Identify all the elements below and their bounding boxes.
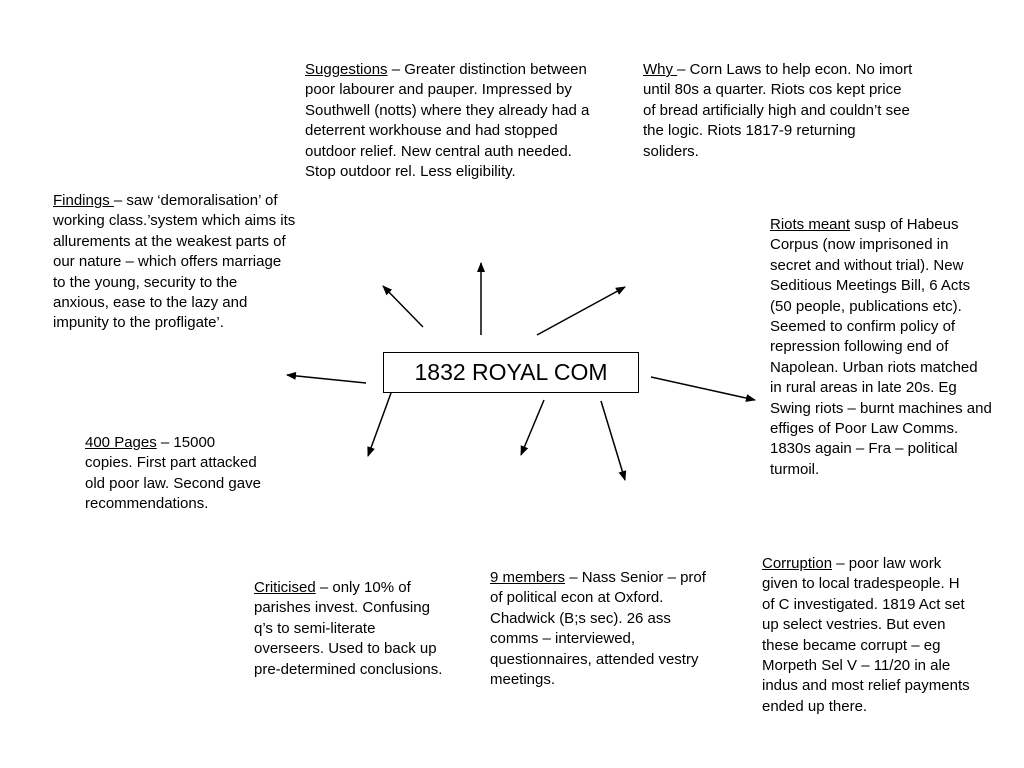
node-corruption-text: – poor law work given to local tradespeople. H of C investigated. 1819 Act set up select vestries. But even these became corrupt – eg Morpeth Sel V – 11/20 in ale indus and most relief payments ended up there. (762, 555, 970, 715)
node-corruption-term: Corruption (762, 555, 833, 572)
node-suggestions (305, 60, 597, 182)
node-riots-term: Riots meant (770, 216, 851, 233)
arrow-to-corruption (601, 401, 625, 480)
node-riots (770, 215, 992, 480)
node-pages-text: – 15000 copies. First part attacked old poor law. Second gave recommendations. (85, 434, 261, 513)
node-pages-term: 400 Pages (85, 434, 157, 451)
central-topic-box (383, 352, 639, 393)
arrow-to-findings (287, 375, 366, 383)
node-why-text: – Corn Laws to help econ. No imort until 80s a quarter. Riots cos kept price of bread artificially high and couldn’t see the logic. Riots 1817-9 returning soliders. (643, 61, 913, 160)
node-criticised (254, 578, 444, 680)
arrow-to-why (537, 287, 625, 335)
node-suggestions-text: – Greater distinction between poor labourer and pauper. Impressed by Southwell (notts) where they already had a deterrent workhouse and had stopped outdoor relief. New central auth needed. Stop outdoor rel. Less eligibility. (305, 61, 590, 181)
arrow-to-members (521, 400, 544, 455)
node-members-term: 9 members (490, 569, 566, 586)
node-findings-text: – saw ‘demoralisation’ of working class.’system which aims its allurements at the weakest parts of our nature – which offers marriage to the young, security to the anxious, ease to the lazy and impunity to the profligate’. (53, 192, 296, 332)
node-why-term: Why (643, 61, 678, 78)
node-riots-text: susp of Habeus Corpus (now imprisoned in secret and without trial). New Seditious Meetings Bill, 6 Acts (50 people, publications etc). Seemed to confirm policy of repression following end of Napolean. Urban riots matched in rural areas in late 20s. Eg Swing riots – burnt machines and effiges of Poor Law Comms. 1830s again – Fra – political turmoil. (770, 216, 992, 478)
node-findings (53, 191, 297, 334)
central-topic-label: 1832 ROYAL COM (414, 359, 608, 385)
node-why (643, 60, 915, 162)
arrow-to-pages (368, 393, 391, 456)
node-criticised-term: Criticised (254, 579, 316, 596)
arrow-to-findings-top (383, 286, 423, 327)
node-members-text: – Nass Senior – prof of political econ at Oxford. Chadwick (B;s sec). 26 ass comms – interviewed, questionnaires, attended vestry meetings. (490, 569, 706, 689)
node-members (490, 568, 716, 690)
arrow-to-riots (651, 377, 755, 400)
node-pages (85, 433, 265, 515)
node-suggestions-term: Suggestions (305, 61, 388, 78)
node-criticised-text: – only 10% of parishes invest. Confusing q’s to semi-literate overseers. Used to back up pre-determined conclusions. (254, 579, 443, 678)
node-findings-term: Findings (53, 192, 114, 209)
node-corruption (762, 554, 976, 717)
